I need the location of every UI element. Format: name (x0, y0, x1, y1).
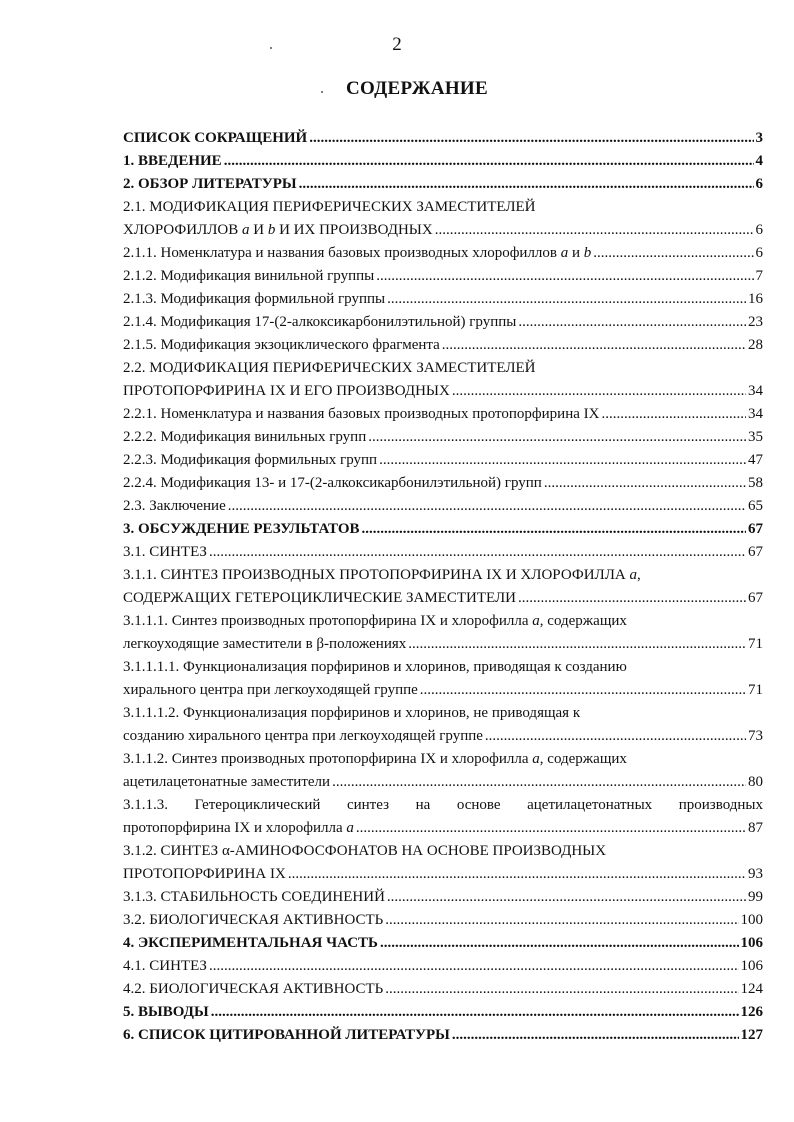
toc-entry-title: СПИСОК СОКРАЩЕНИЙ (123, 130, 308, 146)
toc-entry (123, 334, 763, 357)
toc-entry-title: 2.1.1. Номенклатура и названия базовых производных хлорофиллов a и b (123, 245, 592, 261)
toc-leader-dots (452, 380, 746, 403)
toc-entry (123, 173, 763, 196)
toc-entry-title: ацетилацетонатные заместители (123, 774, 331, 790)
toc-entry (123, 610, 763, 656)
toc-entry (123, 150, 763, 173)
toc-entry-lastline (123, 587, 763, 610)
toc-entry-title: 2.3. Заключение (123, 498, 226, 514)
toc-entry (123, 357, 763, 403)
toc-leader-dots (376, 265, 753, 288)
toc-page-number: 106 (740, 958, 763, 974)
toc-leader-dots (601, 403, 746, 426)
toc-entry-lastline (123, 495, 763, 518)
toc-page-number: 73 (748, 728, 763, 744)
toc-leader-dots (224, 150, 754, 173)
toc-leader-dots (452, 1024, 739, 1047)
toc-entry-title: 2.1.4. Модификация 17-(2-алкоксикарбонилэтильной) группы (123, 314, 517, 330)
toc-page-number: 67 (748, 590, 763, 606)
toc-entry (123, 794, 763, 840)
toc-leader-dots (408, 633, 746, 656)
toc-entry (123, 748, 763, 794)
toc-entry-line: 2.1. МОДИФИКАЦИЯ ПЕРИФЕРИЧЕСКИХ ЗАМЕСТИТЕЛЕЙ (123, 199, 536, 215)
toc-entry-lastline (123, 932, 763, 955)
toc-entry-lastline (123, 288, 763, 311)
toc-entry-title: 2. ОБЗОР ЛИТЕРАТУРЫ (123, 176, 297, 192)
toc-page-number: 99 (748, 889, 763, 905)
toc-leader-dots (544, 472, 746, 495)
toc-page-number: 6 (755, 176, 763, 192)
toc-entry (123, 840, 763, 886)
toc-page-number: 34 (748, 383, 763, 399)
toc-leader-dots (387, 886, 746, 909)
toc-entry-title: 4. ЭКСПЕРИМЕНТАЛЬНАЯ ЧАСТЬ (123, 935, 378, 951)
toc-entry (123, 311, 763, 334)
toc-entry-lastline (123, 817, 763, 840)
toc-entry-title: 3.1.3. СТАБИЛЬНОСТЬ СОЕДИНЕНИЙ (123, 889, 385, 905)
toc-entry (123, 656, 763, 702)
toc-entry-lastline (123, 449, 763, 472)
toc-page-number: 100 (740, 912, 763, 928)
toc-page-number: 16 (748, 291, 763, 307)
toc-page-number: 28 (748, 337, 763, 353)
toc-page-number: 34 (748, 406, 763, 422)
toc-page-number: 126 (740, 1004, 763, 1020)
toc-entry (123, 196, 763, 242)
toc-entry (123, 541, 763, 564)
toc-entry (123, 242, 763, 265)
toc-leader-dots (309, 127, 753, 150)
toc-leader-dots (209, 955, 739, 978)
toc-entry-lastline (123, 334, 763, 357)
page-title: СОДЕРЖАНИЕ (346, 78, 488, 99)
toc-entry-title: 3. ОБСУЖДЕНИЕ РЕЗУЛЬТАТОВ (123, 521, 360, 537)
toc-entry (123, 449, 763, 472)
toc-leader-dots (211, 1001, 739, 1024)
toc-entry-lastline (123, 978, 763, 1001)
toc-entry-line: 3.1.1.1. Синтез производных протопорфирина IX и хлорофилла a, содержащих (123, 613, 627, 629)
toc-leader-dots (228, 495, 746, 518)
toc-entry (123, 955, 763, 978)
toc-entry-line: 3.1.1.3. Гетероциклический синтез на основе ацетилацетонатных производных (123, 797, 763, 813)
toc-entry-lastline (123, 633, 763, 656)
toc-page-number: 106 (740, 935, 763, 951)
toc-entry-title: 2.1.3. Модификация формильной группы (123, 291, 386, 307)
toc-leader-dots (380, 932, 739, 955)
toc-entry-lastline (123, 472, 763, 495)
toc-page-number: 35 (748, 429, 763, 445)
toc-leader-dots (362, 518, 746, 541)
toc-leader-dots (442, 334, 746, 357)
toc-page-number: 87 (748, 820, 763, 836)
toc-entry-title: созданию хирального центра при легкоуходящей группе (123, 728, 483, 744)
toc-entry (123, 403, 763, 426)
toc-entry (123, 886, 763, 909)
toc-entry-title: легкоуходящие заместители в β-положениях (123, 636, 407, 652)
toc-entry-title: ПРОТОПОРФИРИНА IX (123, 866, 286, 882)
toc-page-number: 71 (748, 636, 763, 652)
toc-leader-dots (332, 771, 746, 794)
toc-entry-line: 3.1.2. СИНТЕЗ α-АМИНОФОСФОНАТОВ НА ОСНОВЕ ПРОИЗВОДНЫХ (123, 843, 607, 859)
toc-entry-lastline (123, 955, 763, 978)
toc-entry-title: 2.2.3. Модификация формильных групп (123, 452, 378, 468)
toc-entry (123, 265, 763, 288)
toc-entry (123, 495, 763, 518)
toc-leader-dots (385, 978, 738, 1001)
toc-entry (123, 564, 763, 610)
toc-page-number: 47 (748, 452, 763, 468)
toc-entry (123, 1001, 763, 1024)
toc-entry-title: 3.2. БИОЛОГИЧЕСКАЯ АКТИВНОСТЬ (123, 912, 384, 928)
toc-page-number: 23 (748, 314, 763, 330)
toc-entry-lastline (123, 725, 763, 748)
toc-page-number: 7 (755, 268, 763, 284)
toc-page-number: 80 (748, 774, 763, 790)
toc-entry-line: 3.1.1. СИНТЕЗ ПРОИЗВОДНЫХ ПРОТОПОРФИРИНА IX И ХЛОРОФИЛЛА a, (123, 567, 641, 583)
toc-entry-line: 3.1.1.1.2. Функционализация порфиринов и хлоринов, не приводящая к (123, 705, 581, 721)
toc-page-number: 67 (748, 544, 763, 560)
toc-leader-dots (209, 541, 746, 564)
toc-entry-title: ПРОТОПОРФИРИНА IX И ЕГО ПРОИЗВОДНЫХ (123, 383, 450, 399)
toc-page-number: 127 (740, 1027, 763, 1043)
toc-entry-line: 3.1.1.1.1. Функционализация порфиринов и хлоринов, приводящая к созданию (123, 659, 627, 675)
toc-leader-dots (379, 449, 746, 472)
page-number: 2 (392, 34, 402, 55)
toc-entry-lastline (123, 518, 763, 541)
toc-leader-dots (385, 909, 738, 932)
toc-entry-title: 2.1.5. Модификация экзоциклического фрагмента (123, 337, 440, 353)
toc-entry (123, 472, 763, 495)
toc-entry-line: 2.2. МОДИФИКАЦИЯ ПЕРИФЕРИЧЕСКИХ ЗАМЕСТИТЕЛЕЙ (123, 360, 536, 376)
toc-entry (123, 426, 763, 449)
toc-leader-dots (368, 426, 746, 449)
toc-page-number: 93 (748, 866, 763, 882)
toc-entry-lastline (123, 771, 763, 794)
toc-entry-title: 4.2. БИОЛОГИЧЕСКАЯ АКТИВНОСТЬ (123, 981, 384, 997)
toc-leader-dots (356, 817, 746, 840)
toc-entry-lastline (123, 242, 763, 265)
toc-entry-title: СОДЕРЖАЩИХ ГЕТЕРОЦИКЛИЧЕСКИЕ ЗАМЕСТИТЕЛИ (123, 590, 516, 606)
toc-leader-dots (420, 679, 746, 702)
toc-entry (123, 932, 763, 955)
toc-page-number: 3 (755, 130, 763, 146)
toc-leader-dots (435, 219, 754, 242)
toc-entry (123, 1024, 763, 1047)
toc-leader-dots (518, 587, 746, 610)
toc-entry-lastline (123, 380, 763, 403)
toc-entry (123, 518, 763, 541)
toc-entry-title: 1. ВВЕДЕНИЕ (123, 153, 222, 169)
toc-leader-dots (299, 173, 754, 196)
toc-entry-lastline (123, 403, 763, 426)
toc-entry-lastline (123, 679, 763, 702)
toc-page-number: 58 (748, 475, 763, 491)
toc-entry (123, 702, 763, 748)
toc-entry-title: ХЛОРОФИЛЛОВ a И b И ИХ ПРОИЗВОДНЫХ (123, 222, 433, 238)
toc-entry (123, 909, 763, 932)
toc-entry-lastline (123, 1001, 763, 1024)
toc-entry-title: 5. ВЫВОДЫ (123, 1004, 209, 1020)
toc-entry-title: хирального центра при легкоуходящей группе (123, 682, 418, 698)
toc-entry-lastline (123, 311, 763, 334)
toc-entry-lastline (123, 1024, 763, 1047)
toc-entry (123, 978, 763, 1001)
toc-page-number: 65 (748, 498, 763, 514)
toc-leader-dots (593, 242, 753, 265)
toc-entry-lastline (123, 150, 763, 173)
toc-entry-lastline (123, 541, 763, 564)
table-of-contents (123, 127, 763, 1047)
toc-leader-dots (485, 725, 746, 748)
toc-entry-lastline (123, 863, 763, 886)
toc-page-number: 6 (755, 245, 763, 261)
toc-entry-title: 2.1.2. Модификация винильной группы (123, 268, 375, 284)
toc-leader-dots (387, 288, 746, 311)
toc-entry-lastline (123, 219, 763, 242)
toc-page-number: 71 (748, 682, 763, 698)
toc-entry-lastline (123, 265, 763, 288)
toc-page-number: 124 (740, 981, 763, 997)
toc-leader-dots (518, 311, 746, 334)
toc-leader-dots (288, 863, 746, 886)
toc-entry-lastline (123, 886, 763, 909)
toc-entry-line: 3.1.1.2. Синтез производных протопорфирина IX и хлорофилла a, содержащих (123, 751, 627, 767)
toc-entry-title: 2.2.1. Номенклатура и названия базовых производных протопорфирина IX (123, 406, 600, 422)
toc-entry (123, 288, 763, 311)
toc-page-number: 67 (748, 521, 763, 537)
toc-entry-title: 2.2.2. Модификация винильных групп (123, 429, 367, 445)
toc-entry-lastline (123, 173, 763, 196)
toc-entry-title: 4.1. СИНТЕЗ (123, 958, 207, 974)
toc-entry-lastline (123, 127, 763, 150)
toc-entry-lastline (123, 909, 763, 932)
toc-entry (123, 127, 763, 150)
toc-page-number: 6 (755, 222, 763, 238)
toc-page-number: 4 (755, 153, 763, 169)
toc-entry-title: протопорфирина IX и хлорофилла a (123, 820, 354, 836)
toc-entry-title: 3.1. СИНТЕЗ (123, 544, 207, 560)
toc-entry-title: 2.2.4. Модификация 13- и 17-(2-алкоксикарбонилэтильной) групп (123, 475, 542, 491)
toc-entry-title: 6. СПИСОК ЦИТИРОВАННОЙ ЛИТЕРАТУРЫ (123, 1027, 450, 1043)
toc-entry-lastline (123, 426, 763, 449)
